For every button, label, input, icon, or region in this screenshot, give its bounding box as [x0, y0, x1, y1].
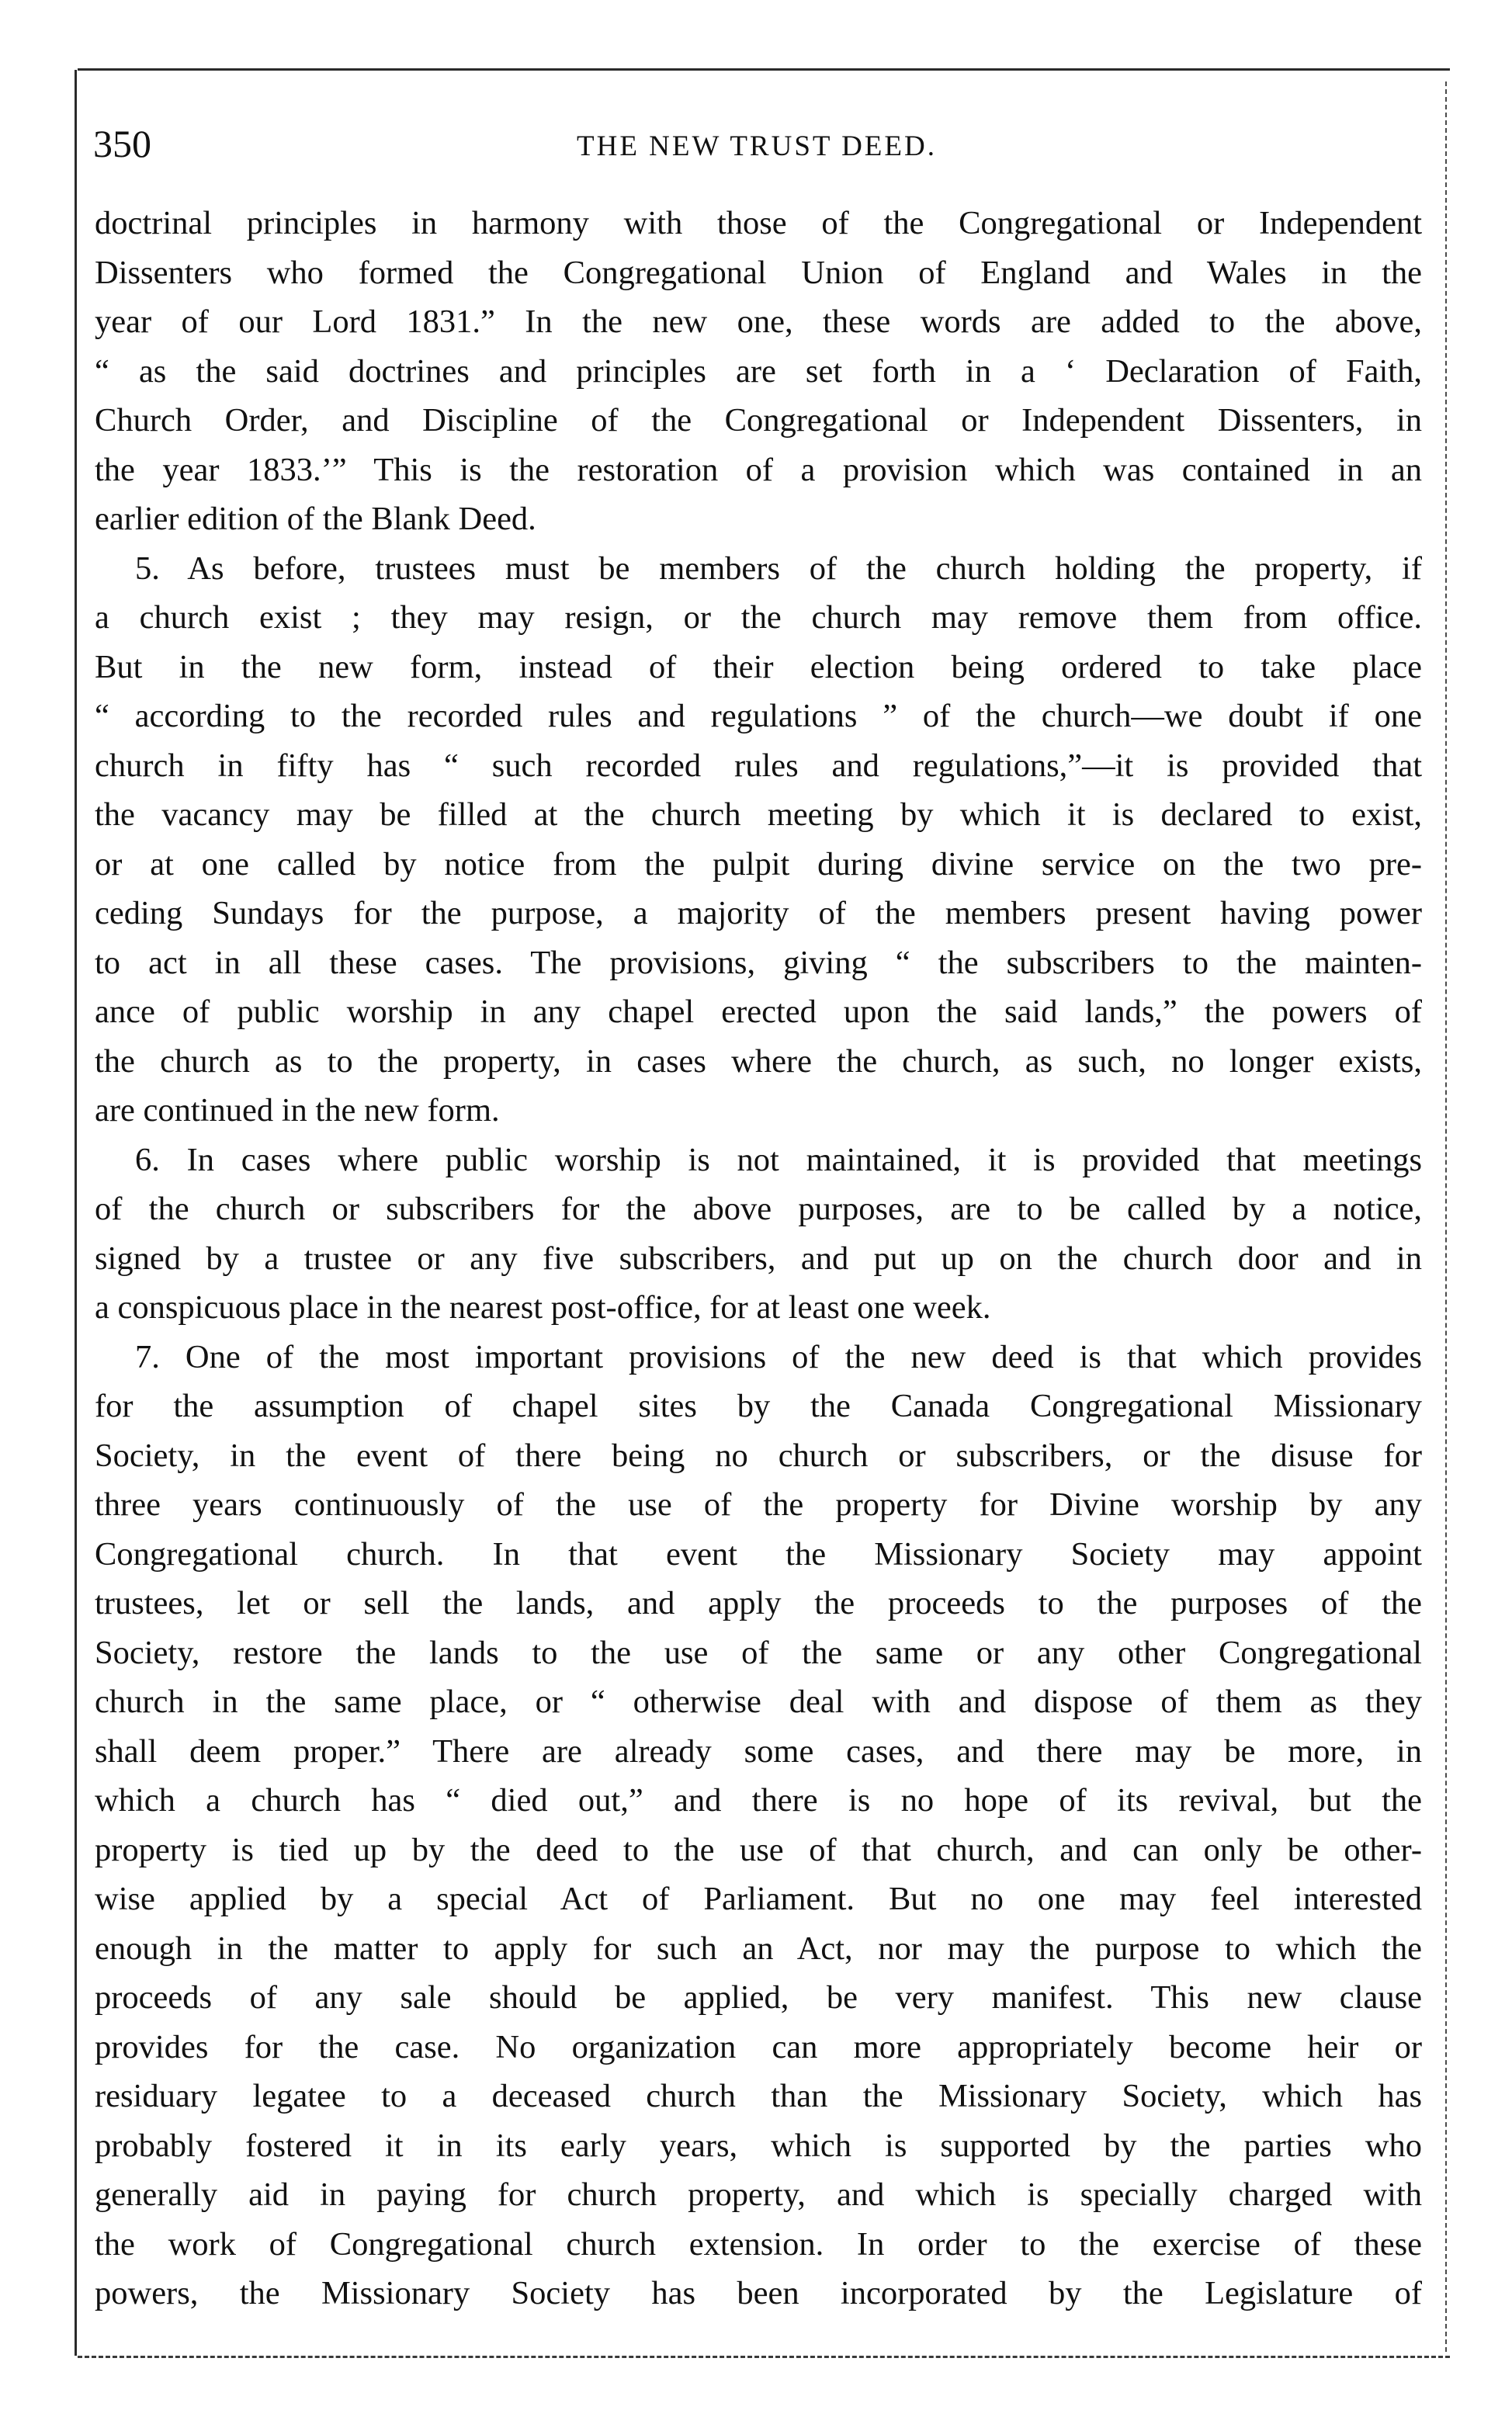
text-line: wise applied by a special Act of Parliament. But no one may feel interested: [95, 1881, 1422, 1917]
paragraph-7-start: 7. One of the most important provisions of the new deed is that which provides: [135, 1338, 1422, 1375]
text-line: But in the new form, instead of their election being ordered to take place: [95, 648, 1422, 685]
right-border-rule: [1445, 81, 1447, 2352]
page-header: [93, 116, 1420, 171]
text-line: trustees, let or sell the lands, and apply the proceeds to the purposes of the: [95, 1585, 1422, 1621]
bottom-border-rule: [78, 2356, 1450, 2358]
text-line: a church exist ; they may resign, or the church may remove them from office.: [95, 599, 1422, 636]
text-line: church in the same place, or “ otherwise deal with and dispose of them as they: [95, 1684, 1422, 1720]
text-line: “ as the said doctrines and principles are set forth in a ‘ Declaration of Faith,: [95, 352, 1422, 390]
text-line: to act in all these cases. The provisions, giving “ the subscribers to the mainten-: [95, 944, 1422, 981]
text-line: a conspicuous place in the nearest post-office, for at least one week.: [95, 1289, 991, 1326]
top-border-rule: [78, 68, 1450, 71]
text-line: Church Order, and Discipline of the Congregational or Independent Dissenters, in: [95, 402, 1422, 439]
paragraph-6-start: 6. In cases where public worship is not maintained, it is provided that meetings: [135, 1141, 1422, 1178]
text-line: three years continuously of the use of the property for Divine worship by any: [95, 1486, 1422, 1523]
text-line: shall deem proper.” There are already some cases, and there may be more, in: [95, 1732, 1422, 1770]
text-line: the vacancy may be filled at the church meeting by which it is declared to exist,: [95, 796, 1422, 833]
text-line: doctrinal principles in harmony with those of the Congregational or Independent: [95, 205, 1422, 241]
text-line: ceding Sundays for the purpose, a majority of the members present having power: [95, 895, 1422, 931]
text-line: of the church or subscribers for the above purposes, are to be called by a notice,: [95, 1191, 1422, 1227]
text-line: powers, the Missionary Society has been incorporated by the Legislature of: [95, 2275, 1422, 2311]
text-line: “ according to the recorded rules and regulations ” of the church—we doubt if one: [95, 698, 1422, 734]
text-line: ance of public worship in any chapel erected upon the said lands,” the powers of: [95, 994, 1422, 1030]
text-line: for the assumption of chapel sites by the Canada Congregational Missionary: [95, 1388, 1422, 1424]
body-text: [95, 199, 1422, 2318]
paragraph-5-start: 5. As before, trustees must be members of the church holding the property, if: [135, 550, 1422, 587]
running-title: THE NEW TRUST DEED.: [577, 130, 937, 162]
left-border-rule: [75, 70, 77, 2356]
text-line: or at one called by notice from the pulpit during divine service on the two pre-: [95, 845, 1422, 883]
text-line: the work of Congregational church extension. In order to the exercise of these: [95, 2225, 1422, 2263]
text-line: signed by a trustee or any five subscribers, and put up on the church door and in: [95, 1240, 1422, 1277]
page-number: 350: [93, 122, 151, 165]
text-line: the church as to the property, in cases where the church, as such, no longer exists,: [95, 1042, 1422, 1080]
text-line: probably fostered it in its early years, which is supported by the parties who: [95, 2127, 1422, 2164]
text-line: are continued in the new form.: [95, 1092, 500, 1129]
text-line: proceeds of any sale should be applied, be very manifest. This new clause: [95, 1979, 1422, 2016]
text-line: year of our Lord 1831.” In the new one, these words are added to the above,: [95, 303, 1422, 340]
text-line: earlier edition of the Blank Deed.: [95, 501, 536, 537]
text-line: property is tied up by the deed to the use of that church, and can only be other-: [95, 1831, 1422, 1868]
text-line: church in fifty has “ such recorded rules and regulations,”—it is provided that: [95, 747, 1422, 784]
text-line: Congregational church. In that event the Missionary Society may appoint: [95, 1535, 1422, 1573]
text-line: residuary legatee to a deceased church than the Missionary Society, which has: [95, 2078, 1422, 2114]
text-line: generally aid in paying for church property, and which is specially charged with: [95, 2176, 1422, 2213]
text-line: the year 1833.’” This is the restoration of a provision which was contained in an: [95, 451, 1422, 488]
text-line: Society, in the event of there being no church or subscribers, or the disuse for: [95, 1437, 1422, 1474]
text-line: provides for the case. No organization can more appropriately become heir or: [95, 2028, 1422, 2065]
text-line: Dissenters who formed the Congregational Union of England and Wales in the: [95, 254, 1422, 291]
text-line: Society, restore the lands to the use of the same or any other Congregational: [95, 1634, 1422, 1671]
text-line: which a church has “ died out,” and there is no hope of its revival, but the: [95, 1782, 1422, 1819]
text-line: enough in the matter to apply for such an Act, nor may the purpose to which the: [95, 1930, 1422, 1967]
